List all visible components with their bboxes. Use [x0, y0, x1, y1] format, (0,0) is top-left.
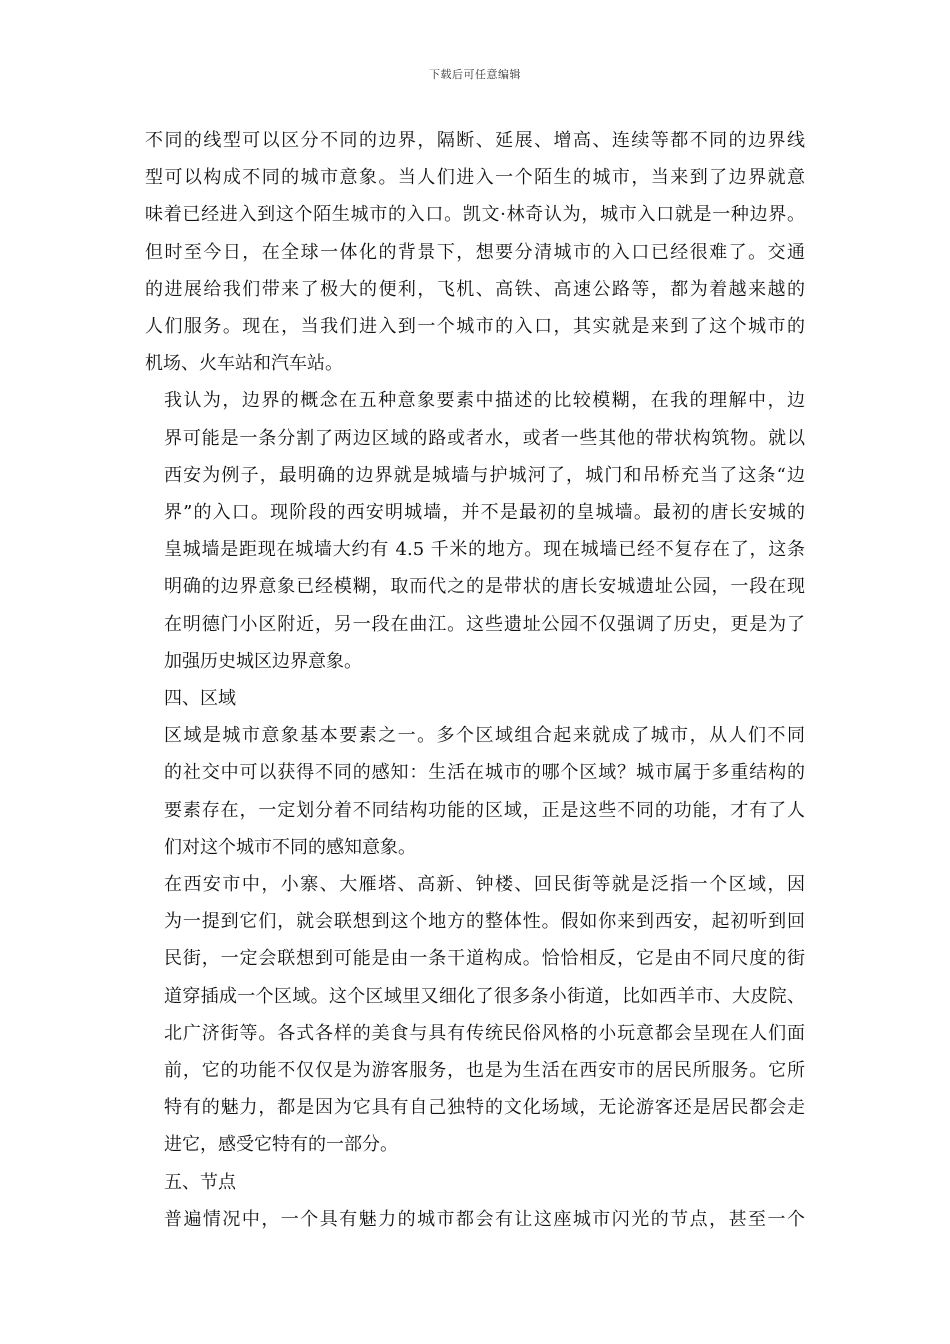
text-line: 在明德门小区附近，另一段在曲江。这些遗址公园不仅强调了历史，更是为了: [164, 613, 805, 635]
text-line: 明确的边界意象已经模糊，取而代之的是带状的唐长安城遗址公园，一段在现: [164, 576, 805, 598]
text-line: 界”的入口。现阶段的西安明城墙，并不是最初的皇城墙。最初的唐长安城的: [164, 502, 805, 524]
text-line: 我认为，边界的概念在五种意象要素中描述的比较模糊，在我的理解中，边: [164, 390, 805, 412]
text-line: 要素存在，一定划分着不同结构功能的区域，正是这些不同的功能，才有了人: [164, 799, 805, 821]
text-line: 皇城墙是距现在城墙大约有 4.5 千米的地方。现在城墙已经不复存在了，这条: [164, 539, 805, 561]
text-line: 特有的魅力，都是因为它具有自己独特的文化场域，无论游客还是居民都会走: [164, 1097, 805, 1119]
section-heading-node: 五、节点: [164, 1171, 236, 1193]
text-line: 民街，一定会联想到可能是由一条干道构成。恰恰相反，它是由不同尺度的街: [164, 948, 805, 970]
document-body: [145, 122, 805, 1238]
paragraph-boundary-xian: [145, 382, 805, 680]
text-line: 在西安市中，小寨、大雁塔、高新、钟楼、回民街等就是泛指一个区域，因: [164, 874, 805, 896]
text-line: 道穿插成一个区域。这个区域里又细化了很多条小街道，比如西羊市、大皮院、: [164, 985, 805, 1007]
paragraph-district-definition: [145, 717, 805, 866]
section-heading-district: 四、区域: [164, 688, 236, 710]
text-line: 西安为例子，最明确的边界就是城墙与护城河了，城门和吊桥充当了这条“边: [164, 464, 805, 486]
paragraph-district-xian: [145, 866, 805, 1164]
text-line: 们对这个城市不同的感知意象。: [164, 836, 416, 858]
text-line: 型可以构成不同的城市意象。当人们进入一个陌生的城市，当来到了边界就意: [145, 167, 805, 189]
text-line: 为一提到它们，就会联想到这个地方的整体性。假如你来到西安，起初听到回: [164, 911, 805, 933]
text-line: 区域是城市意象基本要素之一。多个区域组合起来就成了城市，从人们不同: [164, 725, 805, 747]
text-line: 前，它的功能不仅仅是为游客服务，也是为生活在西安市的居民所服务。它所: [164, 1060, 805, 1082]
text-line: 的社交中可以获得不同的感知：生活在城市的哪个区域？城市属于多重结构的: [164, 762, 805, 784]
text-line: 人们服务。现在，当我们进入到一个城市的入口，其实就是来到了这个城市的: [145, 316, 805, 338]
paragraph-boundary-types: [145, 122, 805, 382]
text-line: 界可能是一条分割了两边区域的路或者水，或者一些其他的带状构筑物。就以: [164, 427, 805, 449]
page-header-note: 下载后可任意编辑: [429, 68, 521, 81]
text-line: 加强历史城区边界意象。: [164, 650, 362, 672]
text-line: 味着已经进入到这个陌生城市的入口。凯文·林奇认为，城市入口就是一种边界。: [145, 204, 805, 226]
text-line: 机场、火车站和汽车站。: [145, 353, 343, 375]
text-line: 进它，感受它特有的一部分。: [164, 1134, 398, 1156]
text-line: 不同的线型可以区分不同的边界，隔断、延展、增高、连续等都不同的边界线: [145, 130, 805, 151]
text-line: 但时至今日，在全球一体化的背景下，想要分清城市的入口已经很难了。交通: [145, 241, 805, 263]
paragraph-node-intro: [145, 1201, 805, 1238]
text-line: 的进展给我们带来了极大的便利，飞机、高铁、高速公路等，都为着越来越的: [145, 278, 805, 300]
text-line: 北广济街等。各式各样的美食与具有传统民俗风格的小玩意都会呈现在人们面: [164, 1022, 805, 1044]
text-line: 普遍情况中，一个具有魅力的城市都会有让这座城市闪光的节点，甚至一个: [164, 1208, 805, 1230]
